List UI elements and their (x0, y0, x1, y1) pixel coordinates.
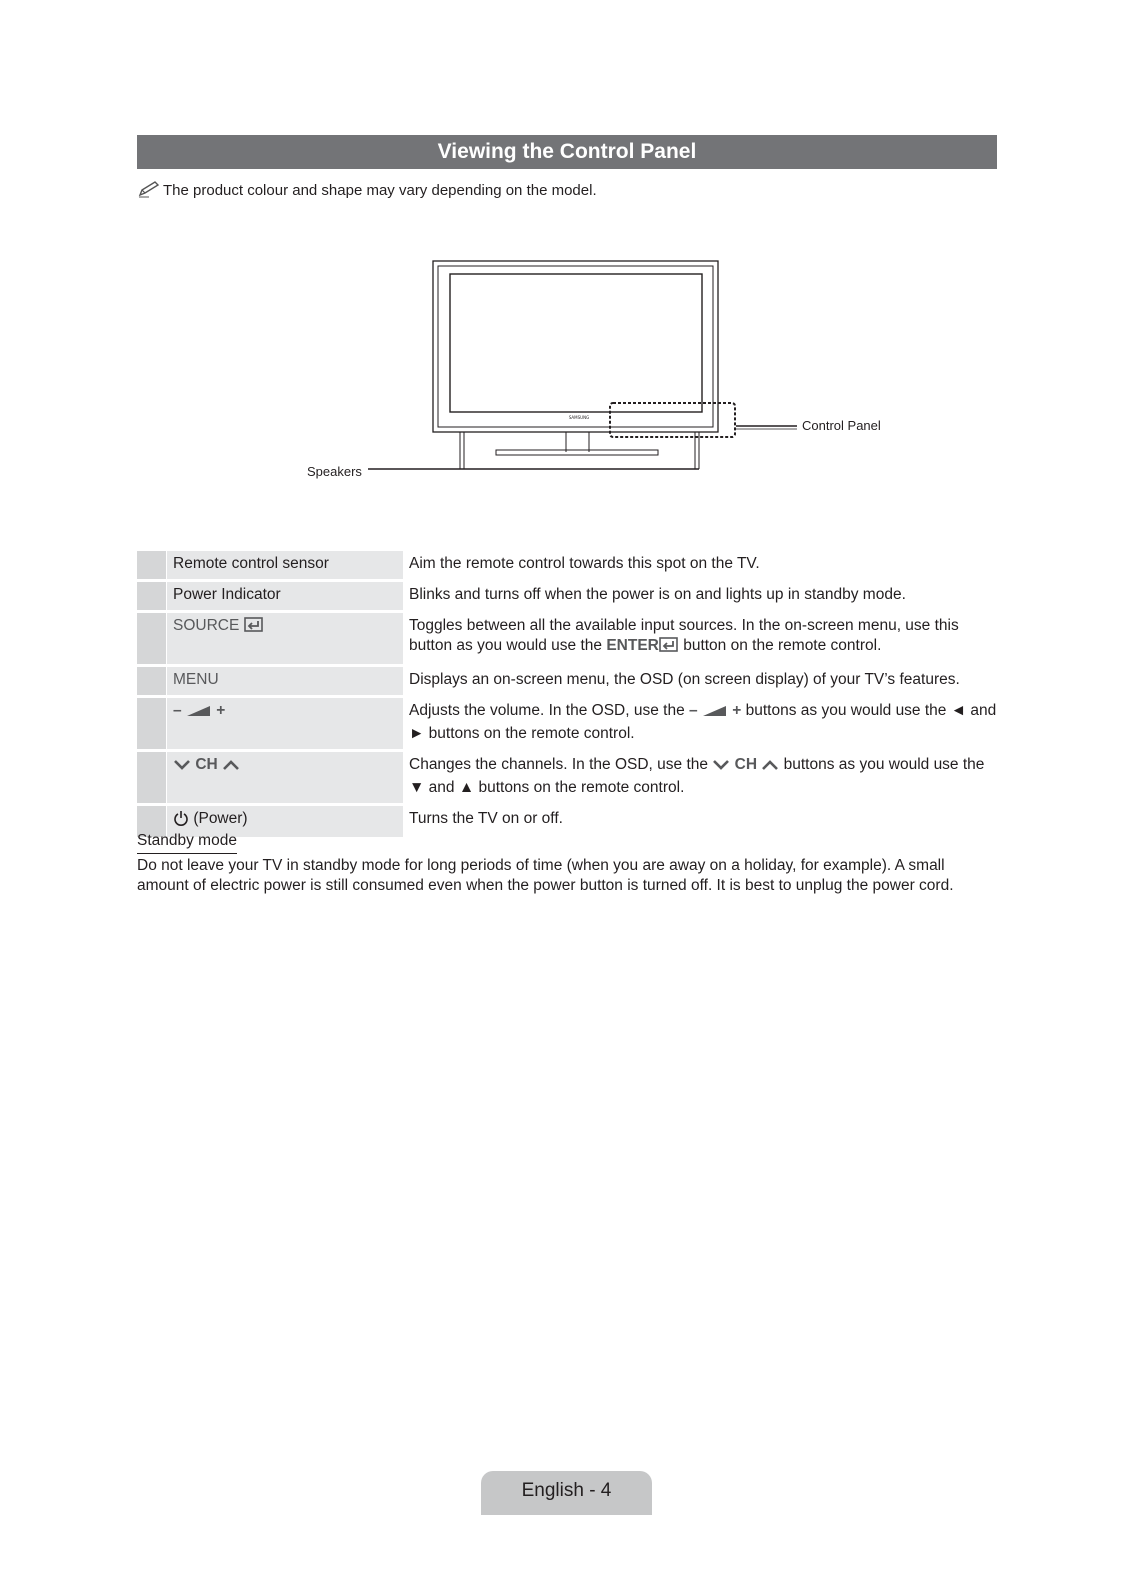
row-number-cell (137, 752, 166, 803)
note-text: The product colour and shape may vary depending on the model. (163, 182, 597, 199)
model-note (137, 180, 597, 205)
speakers-label: Speakers (307, 464, 362, 479)
control-name (166, 698, 403, 749)
enter-icon (659, 637, 679, 659)
control-description: Displays an on-screen menu, the OSD (on screen display) of your TV’s features. (409, 671, 960, 688)
menu-label: MENU (173, 671, 219, 688)
control-name (166, 613, 403, 664)
description-text: Changes the channels. In the OSD, use the (409, 756, 713, 773)
control-panel-table (137, 548, 997, 840)
control-name (166, 667, 403, 695)
ch-label: CH (734, 756, 758, 773)
chevron-down-icon (173, 758, 191, 778)
standby-body: Do not leave your TV in standby mode for long periods of time (when you are away on a holiday, for example). A small amount of electric power is still consumed even when the power button is turned off. It is best to unplug the power cord. (137, 857, 954, 894)
control-panel-label: Control Panel (802, 418, 881, 433)
volume-plus-label: + (216, 702, 226, 719)
table-row (137, 613, 997, 664)
source-label: SOURCE (173, 617, 240, 634)
control-description (403, 698, 997, 749)
table-row (137, 698, 997, 749)
control-name (166, 752, 403, 803)
description-text: Toggles between all the available input sources. In the on-screen menu, use this button as you would use the (409, 617, 959, 654)
description-text: buttons as you would use the ▼ and ▲ buttons on the remote control. (409, 756, 985, 796)
control-name: Power Indicator (166, 582, 403, 610)
table-row (137, 806, 997, 837)
row-number-cell (137, 698, 166, 749)
control-name: Remote control sensor (166, 551, 403, 579)
volume-plus-label: + (732, 702, 742, 719)
table-row (137, 551, 997, 579)
chevron-down-icon (712, 758, 730, 778)
tv-diagram (300, 255, 920, 490)
page-title: Viewing the Control Panel (137, 135, 997, 169)
row-number-cell (137, 551, 166, 579)
brand-logo: SAMSUNG (568, 415, 590, 420)
volume-icon (702, 704, 728, 724)
enter-label: ENTER (606, 637, 659, 654)
page-footer: English - 4 (481, 1471, 652, 1515)
control-description: Aim the remote control towards this spot on the TV. (409, 555, 760, 572)
power-label: (Power) (193, 810, 248, 827)
control-description (403, 613, 997, 664)
chevron-up-icon (222, 758, 240, 778)
volume-minus-label: – (689, 702, 698, 719)
volume-minus-label: – (173, 702, 182, 719)
control-description: Blinks and turns off when the power is on and lights up in standby mode. (409, 586, 906, 603)
table-row (137, 582, 997, 610)
tv-illustration (300, 255, 920, 490)
pencil-note-icon (137, 180, 163, 205)
description-text: button on the remote control. (678, 637, 882, 654)
table-row (137, 667, 997, 695)
control-description: Turns the TV on or off. (409, 810, 563, 827)
chevron-up-icon (761, 758, 779, 778)
ch-label: CH (195, 756, 218, 773)
description-text: Adjusts the volume. In the OSD, use the (409, 702, 690, 719)
volume-icon (186, 704, 212, 724)
row-number-cell (137, 613, 166, 664)
row-number-cell (137, 667, 166, 695)
control-description (403, 752, 997, 803)
power-icon (173, 810, 189, 832)
row-number-cell (137, 582, 166, 610)
standby-heading: Standby mode (137, 830, 237, 854)
source-enter-icon (244, 617, 264, 639)
description-text: buttons as you would use the ◄ and ► buttons on the remote control. (409, 702, 997, 742)
table-row (137, 752, 997, 803)
